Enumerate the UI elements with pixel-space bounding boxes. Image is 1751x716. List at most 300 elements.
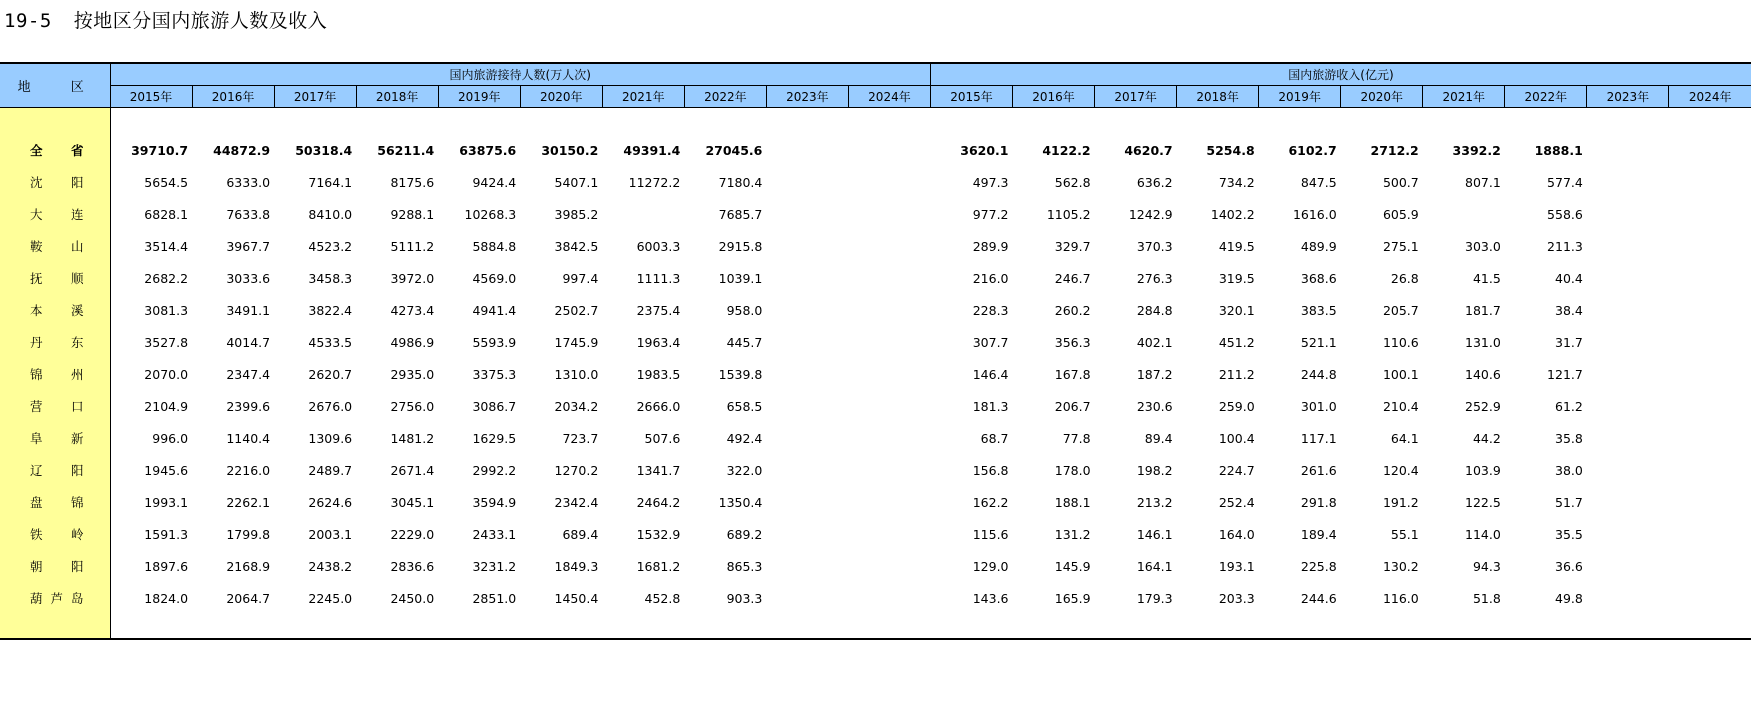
visitors-value: 2003.1	[308, 526, 353, 542]
revenue-value: 370.3	[1136, 238, 1173, 254]
revenue-value: 230.6	[1136, 398, 1173, 414]
table-title: 按地区分国内旅游人数及收入	[73, 10, 328, 32]
page-title	[4, 6, 327, 33]
table-row	[0, 358, 1751, 390]
revenue-value	[1669, 198, 1751, 230]
revenue-value: 51.8	[1472, 590, 1501, 606]
year-header-visitors: 2022年	[684, 86, 766, 108]
revenue-value: 284.8	[1136, 302, 1173, 318]
visitors-value: 2104.9	[144, 398, 189, 414]
region-cell-blank	[0, 108, 110, 135]
visitors-value	[848, 326, 930, 358]
visitors-value	[848, 422, 930, 454]
visitors-value: 5884.8	[472, 238, 517, 254]
visitors-value: 3231.2	[472, 558, 517, 574]
revenue-value: 156.8	[972, 462, 1009, 478]
region-name	[0, 518, 110, 550]
visitors-value: 1539.8	[718, 366, 763, 382]
revenue-value	[1587, 422, 1669, 454]
region-name-chars: 盘 锦	[30, 495, 84, 510]
revenue-value	[1587, 230, 1669, 262]
region-name	[0, 422, 110, 454]
revenue-value	[1669, 454, 1751, 486]
year-header-revenue: 2023年	[1587, 86, 1669, 108]
visitors-value: 445.7	[726, 334, 763, 350]
region-name	[0, 486, 110, 518]
revenue-value: 216.0	[972, 270, 1009, 286]
visitors-value	[766, 582, 848, 614]
visitors-value: 4523.2	[308, 238, 353, 254]
revenue-value: 206.7	[1054, 398, 1091, 414]
revenue-value	[1669, 518, 1751, 550]
revenue-value: 191.2	[1382, 494, 1419, 510]
visitors-value: 3491.1	[226, 302, 271, 318]
year-header-revenue: 2022年	[1505, 86, 1587, 108]
revenue-value: 497.3	[972, 174, 1009, 190]
visitors-value	[602, 198, 684, 230]
visitors-value: 7180.4	[718, 174, 763, 190]
visitors-value: 3972.0	[390, 270, 435, 286]
revenue-value: 5254.8	[1206, 142, 1255, 158]
visitors-value: 996.0	[152, 430, 189, 446]
visitors-value: 2064.7	[226, 590, 271, 606]
revenue-value: 402.1	[1136, 334, 1173, 350]
visitors-value: 5407.1	[554, 174, 599, 190]
visitors-value: 2676.0	[308, 398, 353, 414]
visitors-value: 3081.3	[144, 302, 189, 318]
region-name	[0, 358, 110, 390]
visitors-value: 1681.2	[636, 558, 681, 574]
visitors-value: 689.4	[562, 526, 599, 542]
revenue-value	[1587, 582, 1669, 614]
revenue-value: 329.7	[1054, 238, 1091, 254]
revenue-value: 68.7	[980, 430, 1009, 446]
region-name-chars: 朝 阳	[30, 559, 84, 574]
revenue-value: 1105.2	[1046, 206, 1091, 222]
revenue-value: 181.3	[972, 398, 1009, 414]
revenue-value: 121.7	[1547, 366, 1583, 382]
revenue-value: 188.1	[1054, 494, 1091, 510]
revenue-value: 562.8	[1054, 174, 1091, 190]
visitors-value: 11272.2	[628, 174, 681, 190]
visitors-value	[766, 166, 848, 198]
visitors-value: 50318.4	[295, 142, 353, 158]
revenue-value	[1587, 326, 1669, 358]
revenue-value: 189.4	[1300, 526, 1337, 542]
table-body	[0, 108, 1751, 640]
visitors-value: 2342.4	[554, 494, 599, 510]
visitors-value: 689.2	[726, 526, 763, 542]
revenue-value	[1587, 358, 1669, 390]
visitors-value: 1945.6	[144, 462, 189, 478]
revenue-value: 356.3	[1054, 334, 1091, 350]
visitors-value: 2229.0	[390, 526, 435, 542]
visitors-value: 2671.4	[390, 462, 435, 478]
table-row	[0, 518, 1751, 550]
region-name	[0, 390, 110, 422]
region-header: 地 区	[0, 63, 110, 108]
revenue-value: 6102.7	[1288, 142, 1337, 158]
year-header-revenue: 2017年	[1095, 86, 1177, 108]
revenue-value	[1669, 262, 1751, 294]
visitors-value: 6828.1	[144, 206, 189, 222]
visitors-value	[848, 486, 930, 518]
visitors-value: 2935.0	[390, 366, 435, 382]
visitors-value: 2375.4	[636, 302, 681, 318]
visitors-value: 4986.9	[390, 334, 435, 350]
revenue-value: 368.6	[1300, 270, 1337, 286]
table-row	[0, 390, 1751, 422]
visitors-value: 997.4	[562, 270, 599, 286]
revenue-value: 38.4	[1555, 302, 1583, 318]
year-header-visitors: 2018年	[356, 86, 438, 108]
visitors-value	[766, 390, 848, 422]
revenue-value	[1669, 582, 1751, 614]
visitors-value: 2438.2	[308, 558, 353, 574]
visitors-value: 4533.5	[308, 334, 353, 350]
visitors-value: 2624.6	[308, 494, 353, 510]
visitors-value: 7164.1	[308, 174, 353, 190]
revenue-value: 164.0	[1218, 526, 1255, 542]
visitors-value: 1745.9	[554, 334, 599, 350]
revenue-value: 140.6	[1465, 366, 1501, 382]
visitors-value	[848, 550, 930, 582]
revenue-value: 26.8	[1390, 270, 1419, 286]
visitors-value: 2836.6	[390, 558, 435, 574]
revenue-value: 225.8	[1300, 558, 1337, 574]
region-name-chars: 辽 阳	[30, 463, 84, 478]
visitors-value: 2070.0	[144, 366, 189, 382]
table-row	[0, 422, 1751, 454]
visitors-value: 2756.0	[390, 398, 435, 414]
visitors-value: 2450.0	[390, 590, 435, 606]
year-header-visitors: 2020年	[520, 86, 602, 108]
visitors-value	[766, 422, 848, 454]
revenue-value: 224.7	[1218, 462, 1255, 478]
visitors-value: 7633.8	[226, 206, 271, 222]
visitors-value: 49391.4	[623, 142, 681, 158]
visitors-value: 7685.7	[718, 206, 763, 222]
revenue-value: 558.6	[1547, 206, 1583, 222]
visitors-value: 1799.8	[226, 526, 271, 542]
visitors-value: 27045.6	[705, 142, 763, 158]
revenue-value: 131.0	[1465, 334, 1501, 350]
region-name-chars: 本 溪	[30, 303, 84, 318]
region-name	[0, 294, 110, 326]
revenue-value: 178.0	[1054, 462, 1091, 478]
region-name	[0, 582, 110, 614]
revenue-value: 211.3	[1547, 238, 1583, 254]
visitors-value: 2851.0	[472, 590, 517, 606]
visitors-value: 2034.2	[554, 398, 599, 414]
revenue-value: 179.3	[1136, 590, 1173, 606]
revenue-value: 94.3	[1472, 558, 1501, 574]
visitors-value: 2168.9	[226, 558, 271, 574]
year-header-visitors: 2016年	[192, 86, 274, 108]
visitors-value: 3594.9	[472, 494, 517, 510]
revenue-value: 115.6	[972, 526, 1009, 542]
visitors-value: 3375.3	[472, 366, 517, 382]
visitors-value	[766, 294, 848, 326]
visitors-value	[848, 166, 930, 198]
revenue-value	[1669, 358, 1751, 390]
visitors-value	[848, 230, 930, 262]
revenue-value: 38.0	[1555, 462, 1583, 478]
revenue-value: 213.2	[1136, 494, 1173, 510]
visitors-value: 3822.4	[308, 302, 353, 318]
revenue-value: 146.4	[972, 366, 1009, 382]
visitors-value: 1111.3	[636, 270, 681, 286]
revenue-value: 114.0	[1465, 526, 1501, 542]
visitors-value: 1532.9	[636, 526, 681, 542]
visitors-value	[766, 486, 848, 518]
visitors-group-header: 国内旅游接待人数(万人次)	[110, 63, 930, 86]
visitors-value	[848, 454, 930, 486]
revenue-value: 3392.2	[1452, 142, 1501, 158]
visitors-value: 1824.0	[144, 590, 189, 606]
visitors-value: 4569.0	[472, 270, 517, 286]
revenue-value	[1587, 486, 1669, 518]
year-header-revenue: 2018年	[1177, 86, 1259, 108]
revenue-value: 51.7	[1555, 494, 1583, 510]
region-name	[0, 262, 110, 294]
visitors-value: 30150.2	[541, 142, 599, 158]
revenue-value: 146.1	[1136, 526, 1173, 542]
revenue-value: 246.7	[1054, 270, 1091, 286]
visitors-value	[766, 326, 848, 358]
visitors-value: 1993.1	[144, 494, 189, 510]
visitors-value: 5593.9	[472, 334, 517, 350]
year-header-visitors: 2021年	[602, 86, 684, 108]
year-header-revenue: 2016年	[1013, 86, 1095, 108]
revenue-value: 319.5	[1218, 270, 1255, 286]
revenue-value: 181.7	[1465, 302, 1501, 318]
revenue-value: 2712.2	[1370, 142, 1419, 158]
revenue-value: 35.5	[1555, 526, 1583, 542]
visitors-value: 865.3	[726, 558, 763, 574]
revenue-value: 847.5	[1300, 174, 1337, 190]
visitors-value: 3967.7	[226, 238, 271, 254]
table-row	[0, 230, 1751, 262]
visitors-value: 1897.6	[144, 558, 189, 574]
visitors-value: 1310.0	[554, 366, 599, 382]
revenue-value	[1587, 198, 1669, 230]
table-row	[0, 326, 1751, 358]
revenue-value: 289.9	[972, 238, 1009, 254]
revenue-value: 89.4	[1144, 430, 1173, 446]
visitors-value	[848, 294, 930, 326]
visitors-value: 1450.4	[554, 590, 599, 606]
revenue-value: 164.1	[1136, 558, 1173, 574]
region-name	[0, 326, 110, 358]
revenue-value: 734.2	[1218, 174, 1255, 190]
revenue-value: 205.7	[1382, 302, 1419, 318]
visitors-value: 1983.5	[636, 366, 681, 382]
revenue-value: 636.2	[1136, 174, 1173, 190]
visitors-value: 492.4	[726, 430, 763, 446]
table-row	[0, 198, 1751, 230]
visitors-value: 44872.9	[213, 142, 271, 158]
table-row	[0, 582, 1751, 614]
visitors-value	[848, 134, 930, 166]
year-header-revenue: 2021年	[1423, 86, 1505, 108]
revenue-value: 275.1	[1382, 238, 1419, 254]
revenue-value: 577.4	[1547, 174, 1583, 190]
revenue-value: 198.2	[1136, 462, 1173, 478]
revenue-value: 162.2	[972, 494, 1009, 510]
visitors-value: 2682.2	[144, 270, 189, 286]
visitors-value	[848, 390, 930, 422]
visitors-value: 1849.3	[554, 558, 599, 574]
revenue-value: 1888.1	[1534, 142, 1583, 158]
revenue-value: 31.7	[1555, 334, 1583, 350]
table-row	[0, 166, 1751, 198]
visitors-value: 9288.1	[390, 206, 435, 222]
visitors-value	[766, 518, 848, 550]
year-header-visitors: 2017年	[274, 86, 356, 108]
visitors-value: 3458.3	[308, 270, 353, 286]
revenue-value: 276.3	[1136, 270, 1173, 286]
revenue-value: 131.2	[1054, 526, 1091, 542]
revenue-value	[1669, 550, 1751, 582]
revenue-value	[1669, 294, 1751, 326]
revenue-value: 145.9	[1054, 558, 1091, 574]
revenue-value: 77.8	[1062, 430, 1091, 446]
visitors-value: 2347.4	[226, 366, 271, 382]
revenue-value: 419.5	[1218, 238, 1255, 254]
revenue-group-header: 国内旅游收入(亿元)	[930, 63, 1751, 86]
region-name	[0, 454, 110, 486]
revenue-value: 120.4	[1382, 462, 1419, 478]
table-row	[0, 550, 1751, 582]
revenue-value: 130.2	[1382, 558, 1419, 574]
visitors-value	[766, 358, 848, 390]
revenue-value: 40.4	[1555, 270, 1583, 286]
visitors-value: 2489.7	[308, 462, 353, 478]
visitors-value: 3086.7	[472, 398, 517, 414]
revenue-value: 4620.7	[1124, 142, 1173, 158]
visitors-value: 3045.1	[390, 494, 435, 510]
year-header-revenue: 2020年	[1341, 86, 1423, 108]
revenue-value: 100.4	[1218, 430, 1255, 446]
revenue-value	[1669, 230, 1751, 262]
revenue-value: 64.1	[1390, 430, 1419, 446]
revenue-value	[1669, 390, 1751, 422]
region-name	[0, 550, 110, 582]
revenue-value: 35.8	[1555, 430, 1583, 446]
visitors-value: 4273.4	[390, 302, 435, 318]
revenue-value: 228.3	[972, 302, 1009, 318]
visitors-value: 2399.6	[226, 398, 271, 414]
revenue-value: 977.2	[972, 206, 1009, 222]
revenue-value: 100.1	[1382, 366, 1419, 382]
revenue-value: 187.2	[1136, 366, 1173, 382]
visitors-value: 4941.4	[472, 302, 517, 318]
visitors-value: 5111.2	[390, 238, 435, 254]
region-name-chars: 阜 新	[30, 431, 84, 446]
region-name	[0, 166, 110, 198]
visitors-value: 9424.4	[472, 174, 517, 190]
visitors-value	[766, 134, 848, 166]
revenue-value: 1242.9	[1128, 206, 1173, 222]
visitors-value: 1481.2	[390, 430, 435, 446]
revenue-value: 261.6	[1300, 462, 1337, 478]
region-name	[0, 134, 110, 166]
visitors-value: 4014.7	[226, 334, 271, 350]
revenue-value	[1587, 550, 1669, 582]
revenue-value: 36.6	[1555, 558, 1583, 574]
revenue-value	[1423, 198, 1505, 230]
revenue-value	[1669, 486, 1751, 518]
revenue-value	[1587, 518, 1669, 550]
visitors-value: 10268.3	[464, 206, 517, 222]
visitors-value: 5654.5	[144, 174, 189, 190]
revenue-value: 244.8	[1300, 366, 1337, 382]
region-name-chars: 营 口	[30, 399, 84, 414]
visitors-value: 2502.7	[554, 302, 599, 318]
region-name-chars: 锦 州	[30, 367, 84, 382]
year-header-revenue: 2015年	[930, 86, 1012, 108]
revenue-value: 129.0	[972, 558, 1009, 574]
revenue-value: 117.1	[1300, 430, 1337, 446]
revenue-value: 259.0	[1218, 398, 1255, 414]
visitors-value: 2216.0	[226, 462, 271, 478]
visitors-value: 2915.8	[718, 238, 763, 254]
year-header-visitors: 2023年	[766, 86, 848, 108]
table-number: 19-5	[4, 10, 52, 32]
revenue-value: 116.0	[1382, 590, 1419, 606]
revenue-value: 210.4	[1382, 398, 1419, 414]
visitors-value: 6333.0	[226, 174, 271, 190]
visitors-value: 6003.3	[636, 238, 681, 254]
revenue-value	[1587, 166, 1669, 198]
revenue-value: 1402.2	[1210, 206, 1255, 222]
visitors-value: 2245.0	[308, 590, 353, 606]
table-row	[0, 294, 1751, 326]
region-name	[0, 198, 110, 230]
region-name-chars: 丹 东	[30, 335, 84, 350]
visitors-value	[766, 550, 848, 582]
revenue-value	[1669, 166, 1751, 198]
revenue-value: 61.2	[1555, 398, 1583, 414]
visitors-value: 452.8	[644, 590, 681, 606]
revenue-value	[1587, 262, 1669, 294]
visitors-value	[848, 358, 930, 390]
region-cell-blank	[0, 614, 110, 639]
revenue-value: 291.8	[1300, 494, 1337, 510]
year-header-revenue: 2019年	[1259, 86, 1341, 108]
table-row	[0, 486, 1751, 518]
visitors-value: 3514.4	[144, 238, 189, 254]
visitors-value: 2992.2	[472, 462, 517, 478]
visitors-value: 2433.1	[472, 526, 517, 542]
visitors-value	[848, 582, 930, 614]
visitors-value: 322.0	[726, 462, 763, 478]
revenue-value: 383.5	[1300, 302, 1337, 318]
revenue-value: 3620.1	[960, 142, 1009, 158]
region-name-chars: 大 连	[30, 207, 84, 222]
revenue-value: 489.9	[1300, 238, 1337, 254]
revenue-value: 41.5	[1472, 270, 1501, 286]
revenue-value: 143.6	[972, 590, 1009, 606]
revenue-value: 55.1	[1390, 526, 1419, 542]
year-header-visitors: 2019年	[438, 86, 520, 108]
visitors-value: 903.3	[726, 590, 763, 606]
visitors-value: 507.6	[644, 430, 681, 446]
visitors-value: 1270.2	[554, 462, 599, 478]
visitors-value: 56211.4	[377, 142, 435, 158]
region-name-chars: 全 省	[30, 143, 84, 158]
